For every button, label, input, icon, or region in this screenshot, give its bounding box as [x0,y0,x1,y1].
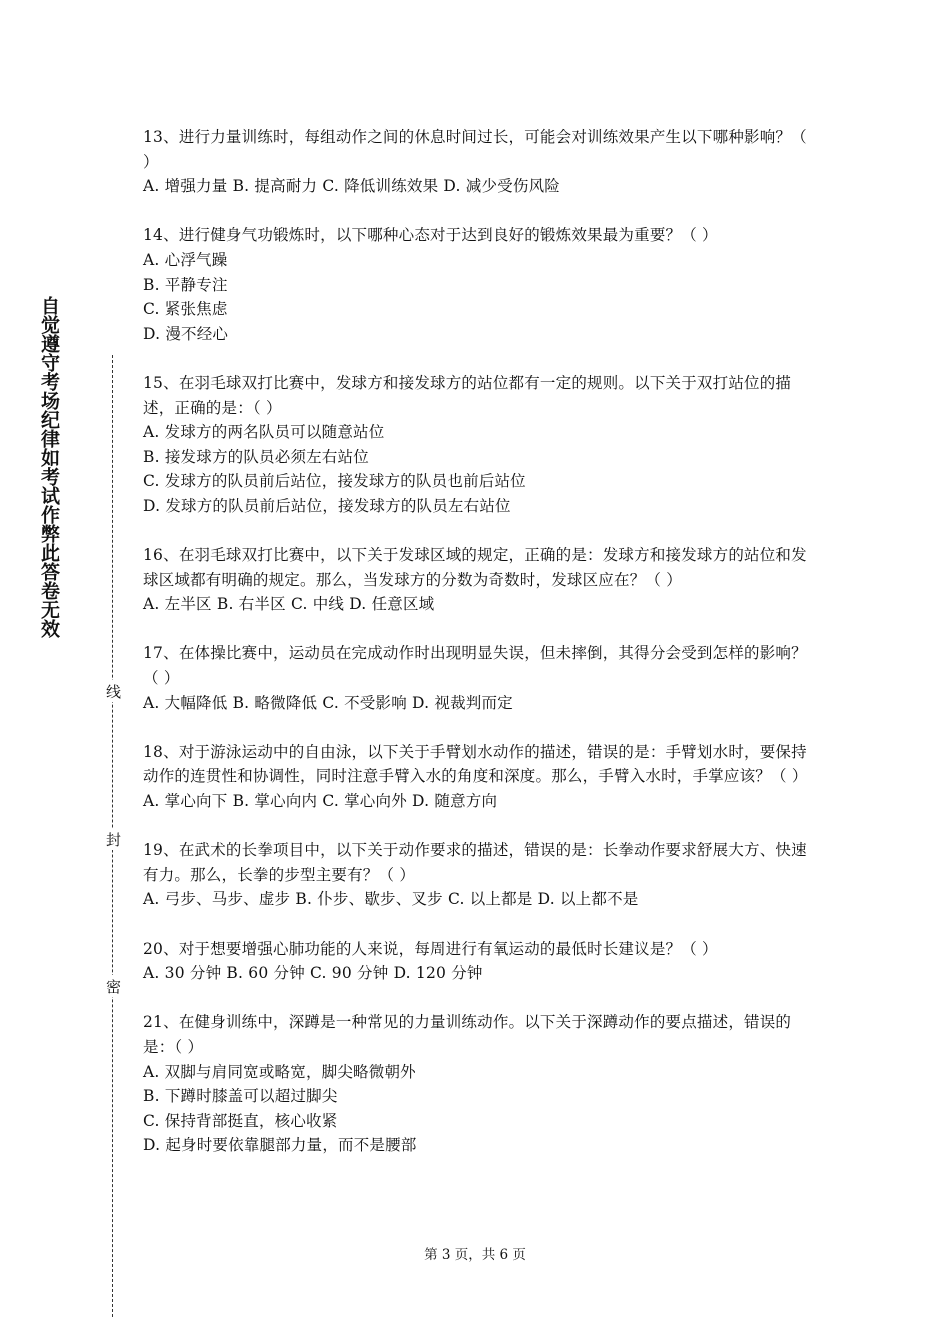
question-options: A. 30 分钟 B. 60 分钟 C. 90 分钟 D. 120 分钟 [143,964,483,983]
question-stem: 13、进行力量训练时，每组动作之间的休息时间过长，可能会对训练效果产生以下哪种影响？（ ） [143,128,807,171]
question-stem: 20、对于想要增强心肺功能的人来说，每周进行有氧运动的最低时长建议是？（ ） [143,939,718,958]
question-13 [143,125,815,199]
question-stem: 21、在健身训练中，深蹲是一种常见的力量训练动作。以下关于深蹲动作的要点描述，错误的是：（ ） [143,1013,792,1056]
option-d: D. 漫不经心 [143,324,229,343]
question-20 [143,937,815,986]
question-stem: 17、在体操比赛中，运动员在完成动作时出现明显失误，但未摔倒，其得分会受到怎样的影响？（ ） [143,644,807,688]
option-d: D. 发球方的队员前后站位，接发球方的队员左右站位 [143,496,511,515]
question-18 [143,740,815,814]
exam-discipline-warning: 自觉遵守考场纪律如考试作弊此答卷无效 [38,296,60,638]
option-b: B. 下蹲时膝盖可以超过脚尖 [143,1087,338,1106]
option-a: A. 双脚与肩同宽或略宽，脚尖略微朝外 [143,1062,416,1081]
question-stem: 19、在武术的长拳项目中，以下关于动作要求的描述，错误的是：长拳动作要求舒展大方、快速有力。那么，长拳的步型主要有？（ ） [143,841,807,884]
binding-label-seal: 封 [102,828,124,850]
question-stem: 15、在羽毛球双打比赛中，发球方和接发球方的站位都有一定的规则。以下关于双打站位的描述，正确的是：（ ） [143,373,792,417]
binding-label-line: 线 [102,680,124,702]
binding-label-secret: 密 [102,975,124,997]
option-a: A. 发球方的两名队员可以随意站位 [143,423,385,442]
page-number: 第 3 页，共 6 页 [424,1247,526,1263]
question-17 [143,641,815,715]
question-19 [143,838,815,912]
option-c: C. 发球方的队员前后站位，接发球方的队员也前后站位 [143,472,526,491]
question-16 [143,543,815,617]
option-d: D. 起身时要依靠腿部力量，而不是腰部 [143,1136,417,1155]
option-c: C. 保持背部挺直，核心收紧 [143,1111,338,1130]
question-stem: 18、对于游泳运动中的自由泳，以下关于手臂划水动作的描述，错误的是：手臂划水时，要保持动作的连贯性和协调性，同时注意手臂入水的角度和深度。那么，手臂入水时，手掌应该？（ ） [143,742,808,786]
option-a: A. 心浮气躁 [143,250,228,269]
question-15 [143,371,815,519]
question-stem: 14、进行健身气功锻炼时，以下哪种心态对于达到良好的锻炼效果最为重要？（ ） [143,226,718,245]
question-options: A. 左半区 B. 右半区 C. 中线 D. 任意区域 [143,595,435,614]
question-list [143,125,815,1183]
question-options: A. 大幅降低 B. 略微降低 C. 不受影响 D. 视裁判而定 [143,693,513,712]
question-options: A. 掌心向下 B. 掌心向内 C. 掌心向外 D. 随意方向 [143,792,498,811]
question-stem: 16、在羽毛球双打比赛中，以下关于发球区域的规定，正确的是：发球方和接发球方的站位和发球区域都有明确的规定。那么，当发球方的分数为奇数时，发球区应在？（ ） [143,546,807,589]
option-b: B. 平静专注 [143,275,228,294]
question-options: A. 弓步、马步、虚步 B. 仆步、歇步、叉步 C. 以上都是 D. 以上都不是 [143,890,639,909]
question-options: A. 增强力量 B. 提高耐力 C. 降低训练效果 D. 减少受伤风险 [143,177,560,196]
question-21 [143,1010,815,1158]
question-14 [143,223,815,346]
option-b: B. 接发球方的队员必须左右站位 [143,447,369,466]
option-c: C. 紧张焦虑 [143,300,228,319]
